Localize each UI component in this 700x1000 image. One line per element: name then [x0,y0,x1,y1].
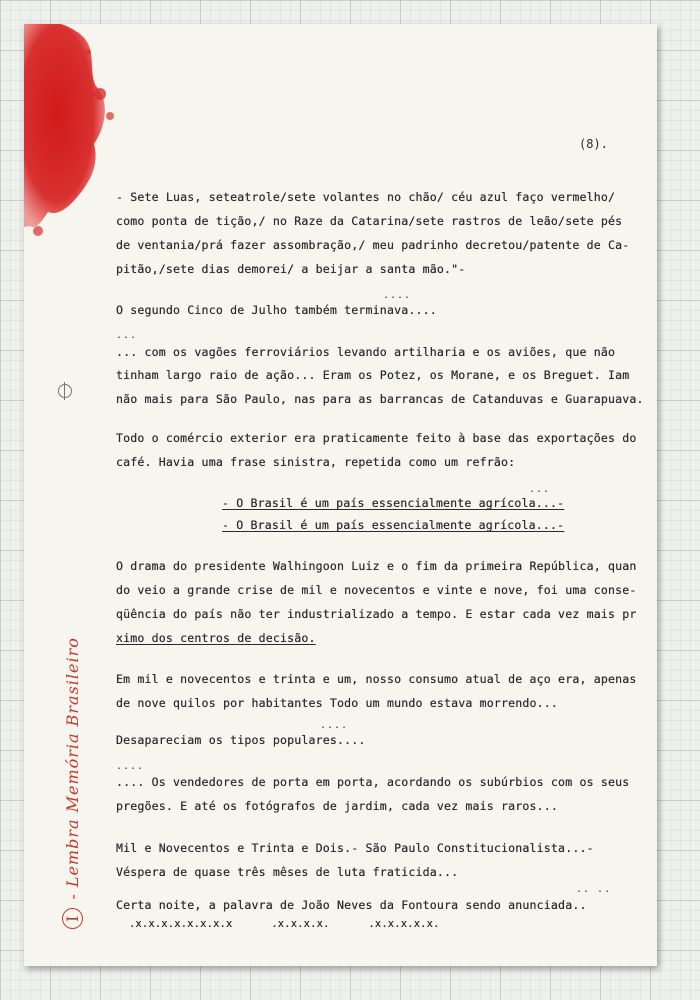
text-line: - O Brasil é um país essencialmente agrícola...- [222,496,565,510]
dot-marks: ... [116,330,138,341]
text-line: como ponta de tição,/ no Raze da Catarina/sete rastros de leão/sete pés [116,214,623,228]
text-line: - O Brasil é um país essencialmente agrícola...- [222,518,565,532]
text-line: pregões. E até os fotógrafos de jardim, cada vez mais raros... [116,799,559,813]
text-line: Véspera de quase três mêses de luta fraticida... [116,865,459,879]
dot-marks: .... [320,720,349,731]
margin-handwritten-note [62,637,83,929]
text-line: ... com os vagões ferroviários levando artilharia e os aviões, que não [116,345,616,359]
dot-marks: ... [529,484,551,495]
text-line: de ventania/prá fazer assombração,/ meu padrinho decretou/patente de Ca- [116,238,630,252]
typewritten-page [24,24,657,966]
text-line: qüência do país não ter industrializado a tempo. E estar cada vez mais pr [116,607,637,621]
text-line: - Sete Luas, seteatrole/sete volantes no chão/ céu azul faço vermelho/ [116,190,616,204]
text-line: O drama do presidente Walhingoon Luiz e o fim da primeira República, quan [116,559,637,573]
page-number: (8). [579,137,608,151]
binder-hole-icon [58,384,72,398]
roman-numeral-circle: I [62,908,83,929]
red-ink-stain [24,24,126,241]
text-line: pitão,/sete dias demorei/ a beijar a santa mão."- [116,262,466,276]
dot-marks: .... [116,761,145,772]
text-line: Desapareciam os tipos populares.... [116,733,366,747]
text-line: Certa noite, a palavra de João Neves da Fontoura sendo anunciada.. [116,898,587,912]
dot-marks: .. .. [576,884,612,895]
text-line: O segundo Cinco de Julho também terminava.... [116,303,437,317]
text-line: do veio a grande crise de mil e novecentos e vinte e nove, foi uma conse- [116,583,637,597]
margin-note-text: - Lembra Memória Brasileiro [63,637,82,900]
text-line: Todo o comércio exterior era praticamente feito à base das exportações do [116,431,637,445]
text-line: não mais para São Paulo, nas para as barrancas de Catanduvas e Guarapuava. [116,392,644,406]
text-line: tinham largo raio de ação... Eram os Potez, os Morane, e os Breguet. Iam [116,368,630,382]
text-line: de nove quilos por habitantes Todo um mundo estava morrendo... [116,696,559,710]
text-line: Em mil e novecentos e trinta e um, nosso consumo atual de aço era, apenas [116,672,637,686]
text-line: café. Havia uma frase sinistra, repetida como um refrão: [116,455,516,469]
text-line: .... Os vendedores de porta em porta, acordando os subúrbios com os seus [116,775,630,789]
dot-marks: .... [383,290,412,301]
x-separator-line: .x.x.x.x.x.x.x.x .x.x.x.x. .x.x.x.x.x. [116,918,440,930]
text-line: ximo dos centros de decisão. [116,631,316,645]
text-line: Mil e Novecentos e Trinta e Dois.- São Paulo Constitucionalista...- [116,841,594,855]
